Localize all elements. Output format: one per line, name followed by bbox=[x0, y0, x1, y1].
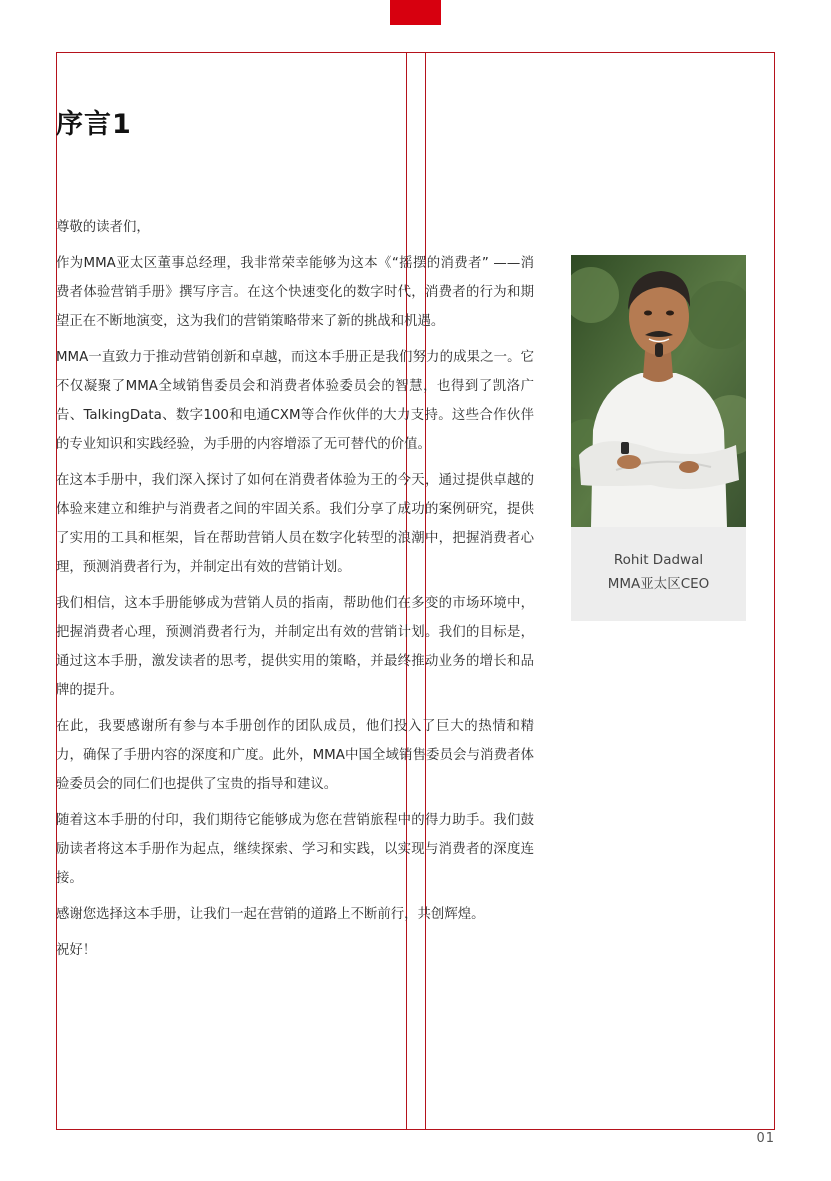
salutation: 尊敬的读者们， bbox=[56, 220, 150, 235]
paragraph: 在此，我要感谢所有参与本手册创作的团队成员，他们投入了巨大的热情和精力，确保了手册内容的深度和广度。此外，MMA中国全域销售委员会与消费者体验委员会的同仁们也提供了宝贵的指导和建议。 bbox=[56, 719, 534, 792]
author-card bbox=[571, 255, 746, 621]
author-role: MMA亚太区CEO bbox=[607, 576, 710, 592]
preface-body bbox=[56, 213, 534, 972]
author-photo bbox=[571, 255, 746, 527]
closing: 祝好！ bbox=[56, 943, 97, 958]
top-red-tab bbox=[390, 0, 441, 25]
page-title: 序言1 bbox=[56, 109, 132, 140]
paragraph: 在这本手册中，我们深入探讨了如何在消费者体验为王的今天，通过提供卓越的体验来建立和维护与消费者之间的牢固关系。我们分享了成功的案例研究，提供了实用的工具和框架，旨在帮助营销人员在数字化转型的浪潮中，把握消费者心理，预测消费者行为，并制定出有效的营销计划。 bbox=[56, 473, 534, 575]
paragraph: 感谢您选择这本手册，让我们一起在营销的道路上不断前行，共创辉煌。 bbox=[56, 907, 485, 922]
paragraph: MMA一直致力于推动营销创新和卓越，而这本手册正是我们努力的成果之一。它不仅凝聚了MMA全域销售委员会和消费者体验委员会的智慧，也得到了凯洛广告、TalkingData、数字100和电通CXM等合作伙伴的大力支持。这些合作伙伴的专业知识和实践经验，为手册的内容增添了无可替代的价值。 bbox=[56, 350, 534, 452]
author-name: Rohit Dadwal bbox=[613, 552, 704, 568]
page-number: 01 bbox=[756, 1131, 775, 1146]
paragraph: 随着这本手册的付印，我们期待它能够成为您在营销旅程中的得力助手。我们鼓励读者将这本手册作为起点，继续探索、学习和实践，以实现与消费者的深度连接。 bbox=[56, 813, 534, 886]
paragraph: 我们相信，这本手册能够成为营销人员的指南，帮助他们在多变的市场环境中，把握消费者心理，预测消费者行为，并制定出有效的营销计划。我们的目标是，通过这本手册，激发读者的思考，提供实用的策略，并最终推动业务的增长和品牌的提升。 bbox=[56, 596, 534, 698]
paragraph: 作为MMA亚太区董事总经理，我非常荣幸能够为这本《“摇摆的消费者” ——消费者体验营销手册》撰写序言。在这个快速变化的数字时代，消费者的行为和期望正在不断地演变，这为我们的营销策略带来了新的挑战和机遇。 bbox=[56, 256, 534, 329]
author-caption bbox=[571, 527, 746, 621]
